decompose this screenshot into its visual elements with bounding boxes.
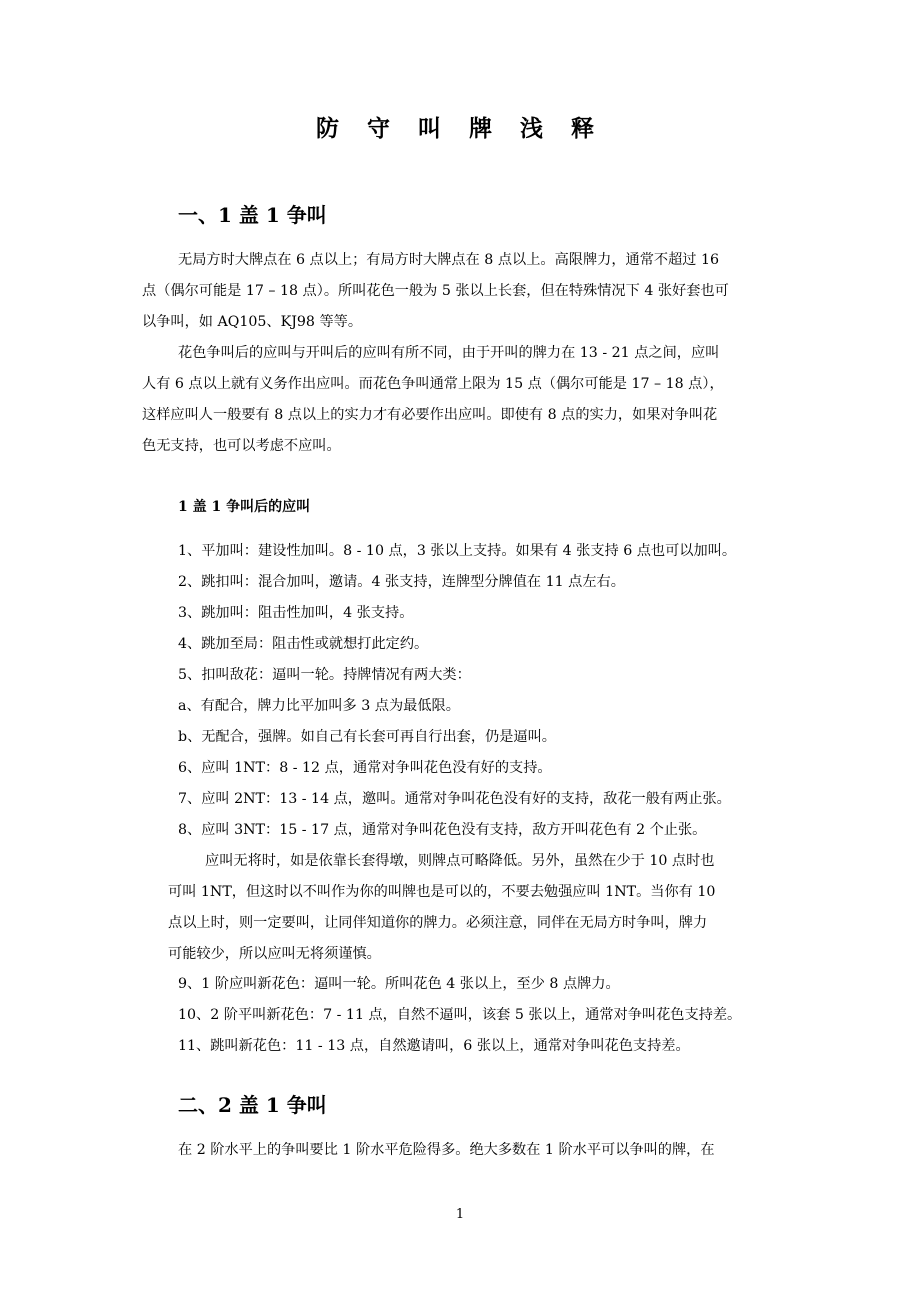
page-title: 防 守 叫 牌 浅 释 (315, 115, 605, 142)
list-item: 3、跳加叫：阻击性加叫，4 张支持。 (178, 605, 414, 621)
list-item: 5、扣叫敌花：逼叫一轮。持牌情况有两大类： (178, 667, 471, 683)
paragraph-line: 以争叫，如 AQ105、KJ98 等等。 (142, 314, 363, 330)
paragraph-2 (142, 338, 782, 462)
paragraph-line: 可能较少，所以应叫无将须谨慎。 (168, 946, 381, 962)
list-item: 2、跳扣叫：混合加叫，邀请。4 张支持，连牌型分牌值在 11 点左右。 (178, 574, 625, 590)
list-item: 8、应叫 3NT：15 - 17 点，通常对争叫花色没有支持，敌方开叫花色有 2 个止张。 (178, 822, 707, 838)
list-item: 9、1 阶应叫新花色：逼叫一轮。所叫花色 4 张以上，至少 8 点牌力。 (178, 976, 620, 992)
list-item: 1、平加叫：建设性加叫。8 - 10 点，3 张以上支持。如果有 4 张支持 6 点也可以加叫。 (178, 543, 737, 559)
paragraph-line: 在 2 阶水平上的争叫要比 1 阶水平危险得多。绝大多数在 1 阶水平可以争叫的牌，在 (178, 1142, 715, 1158)
list-item: 10、2 阶平叫新花色：7 - 11 点，自然不逼叫，该套 5 张以上，通常对争叫花色支持差。 (178, 1007, 742, 1023)
paragraph-3 (142, 1135, 782, 1166)
section-heading-2: 二、2 盖 1 争叫 (178, 1093, 327, 1117)
list-item: b、无配合，强牌。如自己有长套可再自行出套，仍是逼叫。 (178, 729, 556, 745)
paragraph-1 (142, 245, 782, 338)
list-item: 6、应叫 1NT：8 - 12 点，通常对争叫花色没有好的支持。 (178, 760, 552, 776)
list-item: 11、跳叫新花色：11 - 13 点，自然邀请叫，6 张以上，通常对争叫花色支持差。 (178, 1038, 690, 1054)
list-item: 7、应叫 2NT：13 - 14 点，邀叫。通常对争叫花色没有好的支持，敌花一般有两止张。 (178, 791, 731, 807)
paragraph-line: 花色争叫后的应叫与开叫后的应叫有所不同，由于开叫的牌力在 13 - 21 点之间，应叫 (178, 345, 720, 361)
subheading-responses: 1 盖 1 争叫后的应叫 (178, 499, 311, 515)
paragraph-line: 色无支持，也可以考虑不应叫。 (142, 438, 341, 454)
list-item: 4、跳加至局：阻击性或就想打此定约。 (178, 636, 429, 652)
list-item: a、有配合，牌力比平加叫多 3 点为最低限。 (178, 698, 460, 714)
section-heading-1: 一、1 盖 1 争叫 (178, 203, 327, 227)
paragraph-line: 点以上时，则一定要叫，让同伴知道你的牌力。必须注意，同伴在无局方时争叫，牌力 (168, 915, 708, 931)
paragraph-line: 点（偶尔可能是 17 – 18 点）。所叫花色一般为 5 张以上长套，但在特殊情况下 4 张好套也可 (142, 283, 729, 299)
paragraph-line: 可叫 1NT，但这时以不叫作为你的叫牌也是可以的，不要去勉强应叫 1NT。当你有 10 (168, 884, 716, 900)
paragraph-line: 人有 6 点以上就有义务作出应叫。而花色争叫通常上限为 15 点（偶尔可能是 17 – 18 点）， (142, 376, 724, 392)
paragraph-line: 应叫无将时，如是依靠长套得墩，则牌点可略降低。另外，虽然在少于 10 点时也 (205, 853, 715, 869)
paragraph-line: 这样应叫人一般要有 8 点以上的实力才有必要作出应叫。即使有 8 点的实力，如果对争叫花 (142, 407, 718, 423)
page-number: 1 (455, 1207, 465, 1222)
paragraph-line: 无局方时大牌点在 6 点以上；有局方时大牌点在 8 点以上。高限牌力，通常不超过 16 (178, 252, 720, 268)
note-paragraph (168, 846, 780, 970)
